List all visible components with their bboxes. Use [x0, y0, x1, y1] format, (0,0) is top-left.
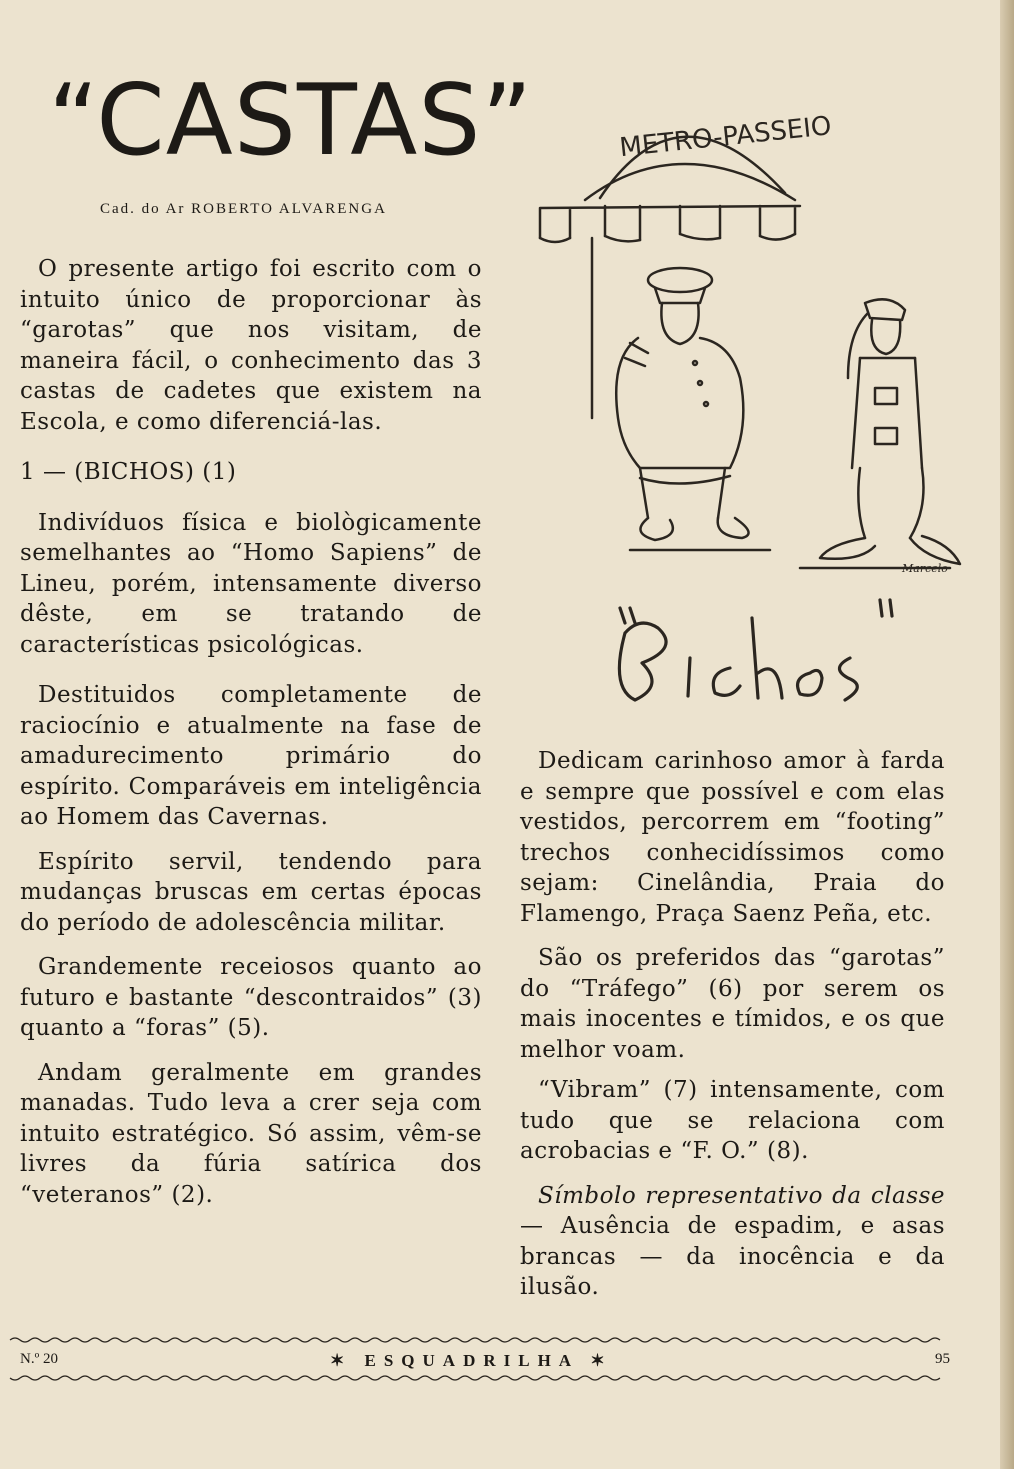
- page-edge: [1000, 0, 1014, 1469]
- right-column: [520, 746, 945, 1303]
- intro-paragraph: O presente artigo foi escrito com o intuito único de proporcionar às “garotas” que nos visitam, de maneira fácil, o conhecimento das 3 castas de cadetes que existem na Escola, e como diferenciá-las.: [20, 256, 482, 435]
- paragraph: São os preferidos das “garotas” do “Tráfego” (6) por serem os mais inocentes e tímidos, e os que melhor voam.: [520, 945, 945, 1063]
- section-heading: 1 — (BICHOS) (1): [20, 459, 237, 485]
- page-number: 95: [935, 1351, 950, 1367]
- paragraph: Andam geralmente em grandes manadas. Tudo leva a crer seja com intuito estratégico. Só assim, vêm-se livres da fúria satírica dos “veteranos” (2).: [20, 1059, 482, 1208]
- symbol-label: Símbolo representativo da classe: [538, 1182, 945, 1209]
- magazine-name: ✶ ESQUADRILHA ✶: [330, 1351, 613, 1370]
- cadet-figure: [820, 299, 960, 564]
- sign-text: METRO-PASSEIO: [618, 111, 833, 164]
- officer-figure: [616, 268, 748, 540]
- paragraph: Espírito servil, tendendo para mudanças bruscas em certas épocas do período de adolescência militar.: [20, 848, 482, 936]
- paragraph: Indivíduos física e biològicamente semelhantes ao “Homo Sapiens” de Lineu, porém, intensamente diverso dêste, em se tratando de características psicológicas.: [20, 509, 482, 658]
- issue-number: N.º 20: [20, 1351, 58, 1367]
- paragraph: Dedicam carinhoso amor à farda e sempre que possível e com elas vestidos, percorrem em “footing” trechos conhecidíssimos como sejam: Cinelândia, Praia do Flamengo, Praça Saenz Peña, etc.: [520, 748, 945, 927]
- artist-signature: Marcelo: [902, 562, 948, 575]
- article-title: “CASTAS”: [48, 64, 534, 178]
- author-byline: Cad. do Ar ROBERTO ALVARENGA: [100, 201, 387, 217]
- paragraph: Destituidos completamente de raciocínio e atualmente na fase de amadurecimento primário do espírito. Comparáveis em inteligência ao Homem das Cavernas.: [20, 682, 482, 830]
- paragraph: Grandemente receiosos quanto ao futuro e bastante “descontraidos” (3) quanto a “foras” (5).: [20, 954, 482, 1041]
- awning-valance: [540, 206, 800, 240]
- symbol-paragraph: [520, 1181, 945, 1303]
- cartoon-illustration: [530, 88, 970, 728]
- paragraph: “Vibram” (7) intensamente, com tudo que se relaciona com acrobacias e “F. O.” (8).: [520, 1077, 945, 1164]
- symbol-text: — Ausência de espadim, e asas brancas — da inocência e da ilusão.: [520, 1213, 945, 1300]
- footer-bottom-rule: [0, 1374, 990, 1382]
- footer-top-rule: [0, 1336, 990, 1344]
- left-column: [20, 254, 482, 1210]
- caption-script: [619, 600, 892, 700]
